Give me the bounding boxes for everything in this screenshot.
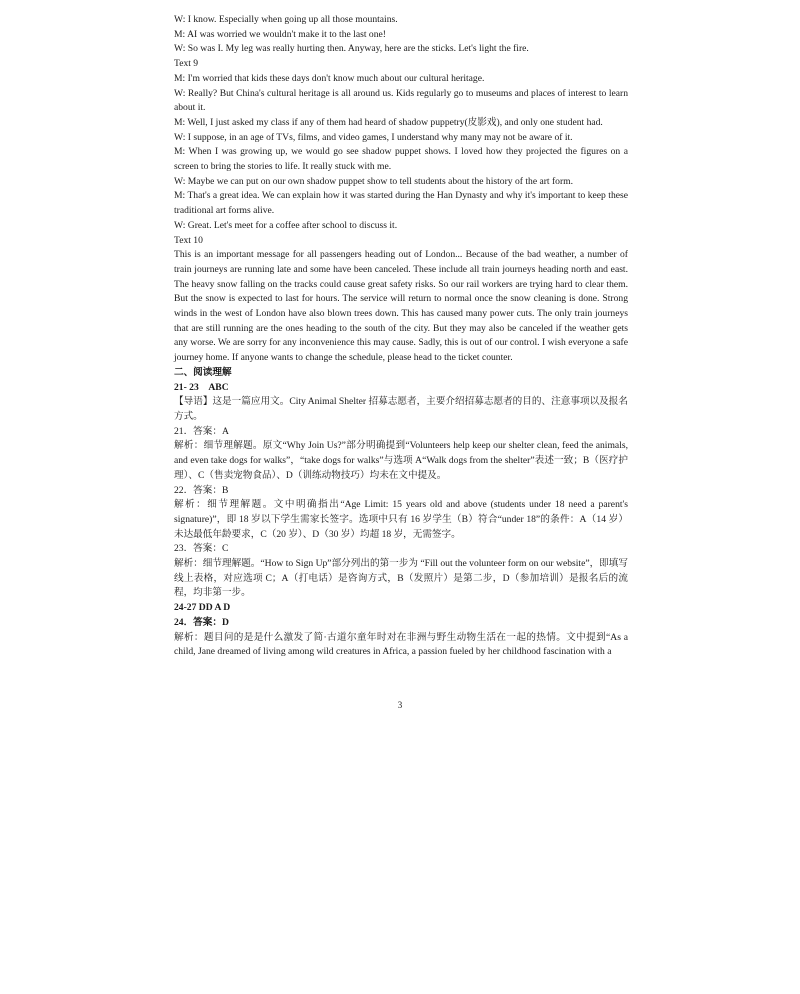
answer-key: 24-27 DD A D	[174, 602, 231, 614]
dialogue-line: M: When I was growing up, we would go see shadow puppet shows. I loved how they projected the figures on a screen to bring the stories to life. It really stuck with me.	[174, 146, 628, 173]
dialogue-line: W: Great. Let's meet for a coffee after school to discuss it.	[174, 219, 398, 231]
text-label: Text 9	[174, 58, 199, 70]
section-heading: 二、阅读理解	[174, 366, 232, 378]
dialogue-line: W: Really? But China's cultural heritage is all around us. Kids regularly go to museums and places of interest to learn about it.	[174, 87, 628, 114]
dialogue-line: M: I'm worried that kids these days don't know much about our cultural heritage.	[174, 72, 485, 84]
dialogue-line: W: So was I. My leg was really hurting then. Anyway, here are the sticks. Let's light the fire.	[174, 43, 529, 55]
answer-line: 21．答案：A	[174, 425, 229, 437]
explanation-paragraph: 解析：细节理解题。原文“Why Join Us?”部分明确提到“Volunteers help keep our shelter clean, feed the animals, and even take dogs for walks”，“take dogs for walks”与选项 A“Walk dogs from the shelter”表述一致；B（医疗护理）、C（售卖宠物食品）、D（训练动物技巧）均未在文中提及。	[174, 440, 628, 481]
explanation-paragraph: 解析：细节理解题。文中明确指出“Age Limit: 15 years old and above (students under 18 need a parent's signature)”，即 18 岁以下学生需家长签字。选项中只有 16 岁学生（B）符合“under 18”的条件：A（14 岁）未达最低年龄要求，C（20 岁）、D（30 岁）均超 18 岁，无需签字。	[174, 499, 628, 540]
explanation-paragraph: 解析：细节理解题。“How to Sign Up”部分列出的第一步为 “Fill out the volunteer form on our website”，即填写线上表格，对应选项 C；A（打电话）是咨询方式，B（发照片）是第二步，D（参加培训）是报名后的流程，均非第一步。	[174, 558, 628, 599]
dialogue-line: W: I suppose, in an age of TVs, films, and video games, I understand why many may not be aware of it.	[174, 131, 573, 143]
answer-key: 21- 23 ABC	[174, 381, 229, 393]
guide-paragraph: 【导语】这是一篇应用文。City Animal Shelter 招募志愿者，主要介绍招募志愿者的目的、注意事项以及报名方式。	[174, 396, 628, 422]
dialogue-line: W: Maybe we can put on our own shadow puppet show to tell students about the history of the art form.	[174, 175, 574, 187]
page-number: 3	[397, 700, 403, 710]
answer-line: 23．答案：C	[174, 543, 229, 555]
dialogue-line: W: I know. Especially when going up all those mountains.	[174, 14, 398, 25]
announcement-paragraph: This is an important message for all passengers heading out of London... Because of the bad weather, a number of train journeys are running late and some have been canceled. These include all train journeys heading north and east. The heavy snow falling on the tracks could cause great safety risks. So our rail workers are trying hard to clear them. But the snow is expected to last for hours. The service will return to normal once the snow cleaning is done. Strong winds in the west of London have also blown trees down. This has caused many power cuts. The only train journeys that are still running are the ones heading to the south of the city. But they may also be canceled if the weather gets any worse. We are sorry for any inconvenience this may cause. Sadly, this is out of our control. I wish everyone a safe journey home. If anyone wants to change the schedule, please head to the ticket counter.	[174, 249, 628, 364]
document-page	[174, 13, 628, 660]
dialogue-line: M: Well, I just asked my class if any of them had heard of shadow puppetry(皮影戏), and only one student had.	[174, 116, 603, 128]
answer-line: 22．答案：B	[174, 484, 229, 496]
explanation-paragraph: 解析：题目问的是是什么激发了简·古道尔童年时对在非洲与野生动物生活在一起的热情。文中提到“As a child, Jane dreamed of living among wild creatures in Africa, a passion fueled by her childhood fascination with a	[174, 631, 628, 658]
answer-line: 24．答案：D	[174, 616, 229, 628]
text-label: Text 10	[174, 234, 203, 246]
dialogue-line: M: That's a great idea. We can explain how it was started during the Han Dynasty and why it's important to keep these traditional art forms alive.	[174, 190, 628, 217]
dialogue-line: M: AI was worried we wouldn't make it to the last one!	[174, 28, 386, 40]
